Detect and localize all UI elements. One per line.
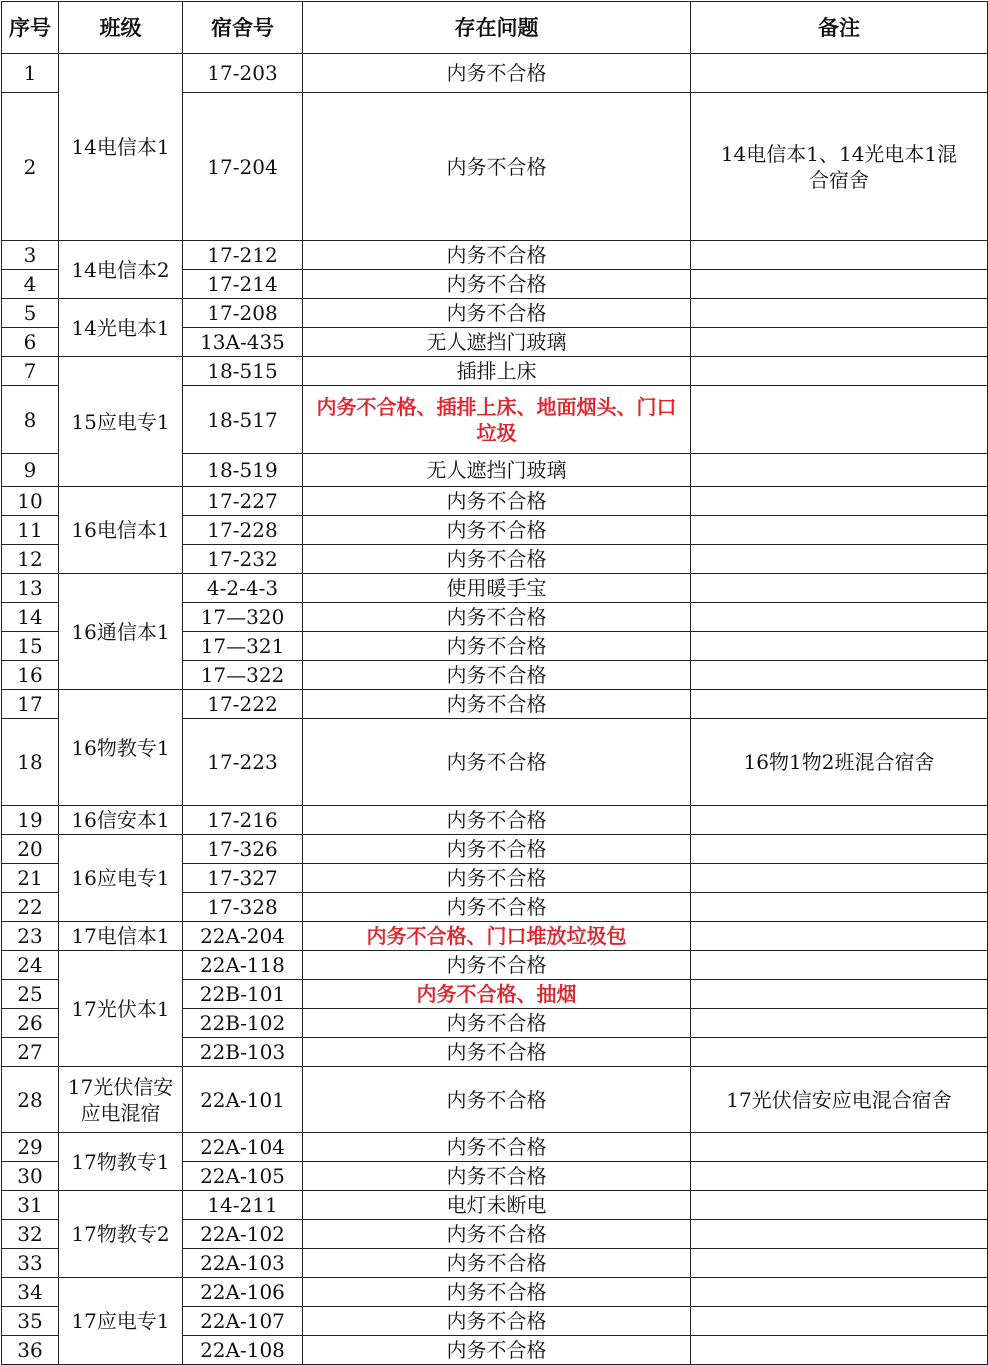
seq-cell: 30 [2,1162,59,1191]
seq-cell: 22 [2,893,59,922]
header-issue: 存在问题 [303,2,691,54]
note-cell [691,1038,988,1067]
table-row [2,806,988,835]
room-cell: 22A-105 [183,1162,303,1191]
room-cell: 18-515 [183,357,303,386]
seq-cell: 18 [2,719,59,806]
dorm-inspection-table [1,1,988,1365]
issue-cell: 内务不合格 [303,719,691,806]
class-cell: 14电信本1 [59,54,183,241]
issue-cell: 内务不合格 [303,951,691,980]
issue-cell-highlighted: 内务不合格、插排上床、地面烟头、门口垃圾 [303,386,691,454]
class-cell: 17应电专1 [59,1278,183,1365]
note-cell [691,1278,988,1307]
header-room: 宿舍号 [183,2,303,54]
room-cell: 22A-103 [183,1249,303,1278]
issue-cell: 内务不合格 [303,1038,691,1067]
seq-cell: 6 [2,328,59,357]
class-cell: 17物教专1 [59,1133,183,1191]
table-row [2,299,988,328]
note-cell [691,661,988,690]
issue-cell: 内务不合格 [303,603,691,632]
note-cell: 16物1物2班混合宿舍 [691,719,988,806]
class-cell: 16通信本1 [59,574,183,690]
note-cell [691,574,988,603]
issue-cell-highlighted: 内务不合格、门口堆放垃圾包 [303,922,691,951]
note-cell [691,1133,988,1162]
room-cell: 17-227 [183,487,303,516]
seq-cell: 26 [2,1009,59,1038]
seq-cell: 17 [2,690,59,719]
class-cell: 16物教专1 [59,690,183,806]
seq-cell: 29 [2,1133,59,1162]
seq-cell: 16 [2,661,59,690]
room-cell: 17-327 [183,864,303,893]
table-row [2,574,988,603]
issue-cell: 内务不合格 [303,1249,691,1278]
room-cell: 18-517 [183,386,303,454]
seq-cell: 33 [2,1249,59,1278]
room-cell: 17-228 [183,516,303,545]
class-cell: 17光伏本1 [59,951,183,1067]
table-row [2,357,988,386]
issue-cell: 内务不合格 [303,690,691,719]
room-cell: 17-222 [183,690,303,719]
room-cell: 17-203 [183,54,303,93]
table-row [2,835,988,864]
issue-cell: 内务不合格 [303,1307,691,1336]
seq-cell: 21 [2,864,59,893]
issue-cell: 内务不合格 [303,241,691,270]
note-cell [691,1009,988,1038]
note-cell [691,454,988,487]
room-cell: 17-214 [183,270,303,299]
issue-cell: 内务不合格 [303,299,691,328]
note-cell [691,922,988,951]
room-cell: 22A-204 [183,922,303,951]
room-cell: 22A-107 [183,1307,303,1336]
seq-cell: 7 [2,357,59,386]
note-cell [691,270,988,299]
note-cell [691,299,988,328]
table-row [2,690,988,719]
note-cell [691,951,988,980]
header-note: 备注 [691,2,988,54]
issue-cell: 无人遮挡门玻璃 [303,454,691,487]
seq-cell: 2 [2,93,59,241]
room-cell: 4-2-4-3 [183,574,303,603]
room-cell: 17-232 [183,545,303,574]
issue-cell: 插排上床 [303,357,691,386]
issue-cell: 内务不合格 [303,661,691,690]
room-cell: 22A-118 [183,951,303,980]
seq-cell: 11 [2,516,59,545]
issue-cell: 内务不合格 [303,545,691,574]
issue-cell-highlighted: 内务不合格、抽烟 [303,980,691,1009]
room-cell: 17—321 [183,632,303,661]
note-cell [691,487,988,516]
room-cell: 17-204 [183,93,303,241]
header-class: 班级 [59,2,183,54]
seq-cell: 34 [2,1278,59,1307]
header-seq: 序号 [2,2,59,54]
seq-cell: 35 [2,1307,59,1336]
issue-cell: 内务不合格 [303,1133,691,1162]
note-cell [691,1162,988,1191]
seq-cell: 1 [2,54,59,93]
issue-cell: 内务不合格 [303,1162,691,1191]
note-cell [691,1191,988,1220]
issue-cell: 内务不合格 [303,864,691,893]
seq-cell: 15 [2,632,59,661]
table-row [2,1133,988,1162]
issue-cell: 内务不合格 [303,1220,691,1249]
seq-cell: 9 [2,454,59,487]
room-cell: 17-216 [183,806,303,835]
note-cell [691,1220,988,1249]
issue-cell: 内务不合格 [303,1067,691,1133]
seq-cell: 24 [2,951,59,980]
issue-cell: 使用暖手宝 [303,574,691,603]
table-row [2,1067,988,1133]
note-cell [691,893,988,922]
seq-cell: 13 [2,574,59,603]
room-cell: 17—322 [183,661,303,690]
note-cell [691,806,988,835]
class-cell: 14电信本2 [59,241,183,299]
note-cell: 14电信本1、14光电本1混合宿舍 [691,93,988,241]
seq-cell: 14 [2,603,59,632]
table-row [2,922,988,951]
note-cell [691,54,988,93]
seq-cell: 12 [2,545,59,574]
class-cell: 16电信本1 [59,487,183,574]
seq-cell: 20 [2,835,59,864]
issue-cell: 内务不合格 [303,806,691,835]
seq-cell: 28 [2,1067,59,1133]
header-row [2,2,988,54]
note-cell [691,632,988,661]
issue-cell: 内务不合格 [303,893,691,922]
table-row [2,951,988,980]
table-row [2,1191,988,1220]
note-cell [691,1249,988,1278]
room-cell: 18-519 [183,454,303,487]
seq-cell: 5 [2,299,59,328]
class-cell: 16应电专1 [59,835,183,922]
room-cell: 17-208 [183,299,303,328]
table-row [2,1278,988,1307]
room-cell: 22A-104 [183,1133,303,1162]
issue-cell: 内务不合格 [303,93,691,241]
seq-cell: 19 [2,806,59,835]
note-cell [691,328,988,357]
seq-cell: 27 [2,1038,59,1067]
issue-cell: 内务不合格 [303,1336,691,1365]
seq-cell: 3 [2,241,59,270]
room-cell: 17-326 [183,835,303,864]
room-cell: 17-223 [183,719,303,806]
class-cell: 17光伏信安应电混宿 [59,1067,183,1133]
seq-cell: 8 [2,386,59,454]
class-cell: 16信安本1 [59,806,183,835]
class-cell: 17物教专2 [59,1191,183,1278]
room-cell: 22B-101 [183,980,303,1009]
issue-cell: 内务不合格 [303,835,691,864]
table-row [2,241,988,270]
class-cell: 17电信本1 [59,922,183,951]
room-cell: 17-328 [183,893,303,922]
note-cell [691,357,988,386]
note-cell [691,386,988,454]
note-cell [691,864,988,893]
room-cell: 22B-103 [183,1038,303,1067]
room-cell: 14-211 [183,1191,303,1220]
issue-cell: 无人遮挡门玻璃 [303,328,691,357]
seq-cell: 4 [2,270,59,299]
issue-cell: 内务不合格 [303,1278,691,1307]
note-cell [691,690,988,719]
note-cell [691,241,988,270]
seq-cell: 23 [2,922,59,951]
issue-cell: 内务不合格 [303,54,691,93]
note-cell [691,603,988,632]
table-row [2,487,988,516]
note-cell: 17光伏信安应电混合宿舍 [691,1067,988,1133]
seq-cell: 10 [2,487,59,516]
issue-cell: 内务不合格 [303,1009,691,1038]
class-cell: 14光电本1 [59,299,183,357]
issue-cell: 内务不合格 [303,516,691,545]
room-cell: 17—320 [183,603,303,632]
note-cell [691,980,988,1009]
table-row [2,54,988,93]
class-cell: 15应电专1 [59,357,183,487]
room-cell: 22A-106 [183,1278,303,1307]
issue-cell: 电灯未断电 [303,1191,691,1220]
note-cell [691,835,988,864]
room-cell: 22A-108 [183,1336,303,1365]
issue-cell: 内务不合格 [303,632,691,661]
room-cell: 22A-101 [183,1067,303,1133]
seq-cell: 36 [2,1336,59,1365]
issue-cell: 内务不合格 [303,270,691,299]
note-cell [691,545,988,574]
room-cell: 13A-435 [183,328,303,357]
seq-cell: 31 [2,1191,59,1220]
room-cell: 17-212 [183,241,303,270]
note-cell [691,516,988,545]
note-cell [691,1336,988,1365]
issue-cell: 内务不合格 [303,487,691,516]
seq-cell: 25 [2,980,59,1009]
room-cell: 22A-102 [183,1220,303,1249]
seq-cell: 32 [2,1220,59,1249]
note-cell [691,1307,988,1336]
room-cell: 22B-102 [183,1009,303,1038]
